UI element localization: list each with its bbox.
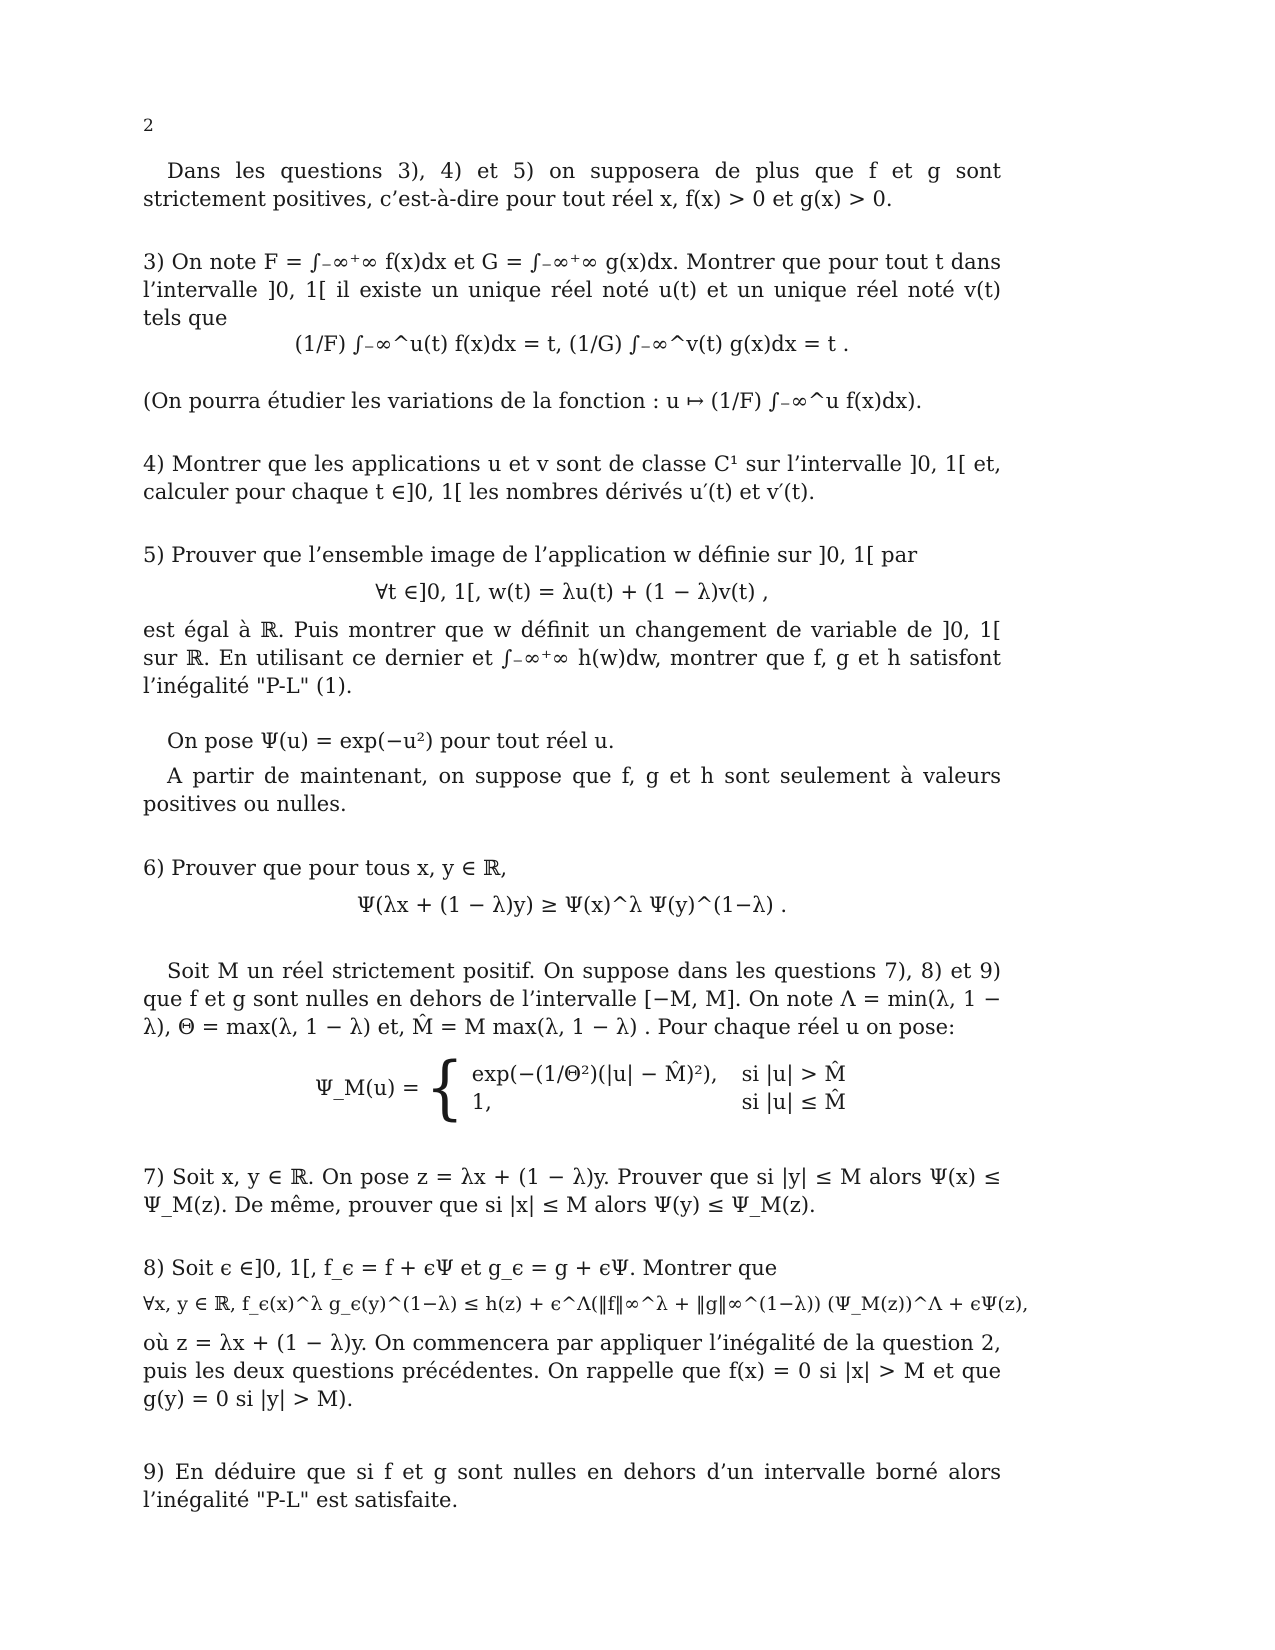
psi-m-lhs: Ψ_M(u) = [315, 1076, 420, 1100]
question-8-text: 8) Soit ϵ ∈]0, 1[, f_ϵ = f + ϵΨ et g_ϵ = g + ϵΨ. Montrer que [143, 1256, 778, 1280]
assumption-paragraph: A partir de maintenant, on suppose que f, g et h sont seulement à valeurs positives ou nulles. [143, 764, 1001, 816]
question-3-formula: (1/F) ∫₋∞^u(t) f(x)dx = t, (1/G) ∫₋∞^v(t) g(x)dx = t . [294, 332, 850, 356]
question-9-text: 9) En déduire que si f et g sont nulles en dehors d’un intervalle borné alors l’inégalité "P-L" est satisfaite. [143, 1460, 1001, 1512]
page-number: 2 [143, 116, 154, 136]
setup-paragraph: Soit M un réel strictement positif. On suppose dans les questions 7), 8) et 9) que f et g sont nulles en dehors de l’intervalle [−M, M]. On note Λ = min(λ, 1 − λ), Θ = max(λ, 1 − λ) et, M̂ = M max(λ, 1 − λ) . Pour chaque réel u on pose: [143, 959, 1001, 1039]
case-1-condition: si |u| > M̂ [741, 1062, 846, 1086]
question-3-hint: (On pourra étudier les variations de la fonction : u ↦ (1/F) ∫₋∞^u f(x)dx). [143, 389, 923, 413]
question-8-formula: ∀x, y ∈ ℝ, f_ϵ(x)^λ g_ϵ(y)^(1−λ) ≤ h(z) + ϵ^Λ(‖f‖∞^λ + ‖g‖∞^(1−λ)) (Ψ_M(z))^Λ + ϵΨ(z), [143, 1293, 1029, 1315]
psi-definition: On pose Ψ(u) = exp(−u²) pour tout réel u. [167, 729, 615, 753]
question-5-formula: ∀t ∈]0, 1[, w(t) = λu(t) + (1 − λ)v(t) , [375, 580, 769, 604]
case-1-expression: exp(−(1/Θ²)(|u| − M̂)²), [471, 1062, 718, 1086]
question-4-text: 4) Montrer que les applications u et v sont de classe C¹ sur l’intervalle ]0, 1[ et, calculer pour chaque t ∈]0, 1[ les nombres dérivés u′(t) et v′(t). [143, 452, 1001, 504]
case-2-expression: 1, [471, 1090, 492, 1114]
question-8-text-2: où z = λx + (1 − λ)y. On commencera par appliquer l’inégalité de la question 2, puis les deux questions précédentes. On rappelle que f(x) = 0 si |x| > M et que g(y) = 0 si |y| > M). [143, 1331, 1001, 1411]
psi-m-definition [315, 1047, 846, 1129]
intro-paragraph: Dans les questions 3), 4) et 5) on supposera de plus que f et g sont strictement positives, c’est-à-dire pour tout réel x, f(x) > 0 et g(x) > 0. [143, 159, 1001, 211]
question-5-text: 5) Prouver que l’ensemble image de l’application w définie sur ]0, 1[ par [143, 543, 918, 567]
case-2-condition: si |u| ≤ M̂ [741, 1090, 846, 1114]
left-brace-icon: { [425, 1047, 464, 1129]
question-5-text-2: est égal à ℝ. Puis montrer que w définit un changement de variable de ]0, 1[ sur ℝ. En utilisant ce dernier et ∫₋∞⁺∞ h(w)dw, montrer que f, g et h satisfont l’inégalité "P-L" (1). [143, 618, 1001, 698]
question-7-text: 7) Soit x, y ∈ ℝ. On pose z = λx + (1 − λ)y. Prouver que si |y| ≤ M alors Ψ(x) ≤ Ψ_M(z). De même, prouver que si |x| ≤ M alors Ψ(y) ≤ Ψ_M(z). [143, 1165, 1001, 1217]
question-6-text: 6) Prouver que pour tous x, y ∈ ℝ, [143, 856, 508, 880]
question-6-formula: Ψ(λx + (1 − λ)y) ≥ Ψ(x)^λ Ψ(y)^(1−λ) . [356, 893, 788, 917]
psi-m-cases [472, 1062, 846, 1114]
question-3-text: 3) On note F = ∫₋∞⁺∞ f(x)dx et G = ∫₋∞⁺∞ g(x)dx. Montrer que pour tout t dans l’intervalle ]0, 1[ il existe un unique réel noté u(t) et un unique réel noté v(t) tels que [143, 250, 1001, 330]
